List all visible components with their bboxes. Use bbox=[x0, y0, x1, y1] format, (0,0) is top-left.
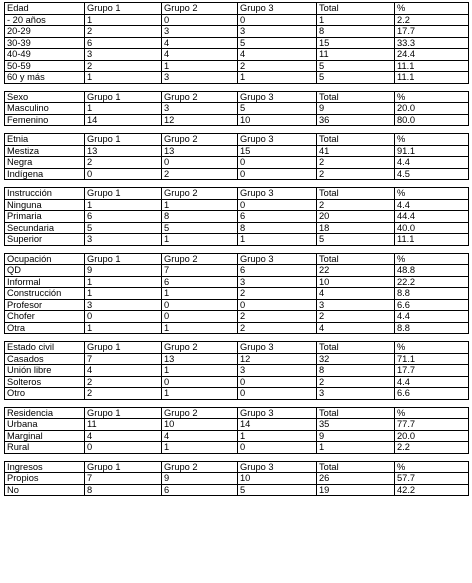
header-cell: Total bbox=[317, 134, 395, 146]
value-cell: 20.0 bbox=[395, 430, 469, 442]
table-header-row bbox=[5, 342, 469, 354]
row-label-cell: Informal bbox=[5, 276, 85, 288]
value-cell: 2 bbox=[317, 376, 395, 388]
value-cell: 0 bbox=[162, 14, 238, 26]
header-cell: Grupo 3 bbox=[238, 342, 317, 354]
value-cell: 3 bbox=[317, 388, 395, 400]
header-cell: Total bbox=[317, 3, 395, 15]
value-cell: 35 bbox=[317, 419, 395, 431]
value-cell: 14 bbox=[238, 419, 317, 431]
value-cell: 44.4 bbox=[395, 211, 469, 223]
value-cell: 42.2 bbox=[395, 484, 469, 496]
header-cell: Edad bbox=[5, 3, 85, 15]
value-cell: 4 bbox=[317, 288, 395, 300]
value-cell: 13 bbox=[162, 353, 238, 365]
table-row bbox=[5, 353, 469, 365]
header-cell: Grupo 2 bbox=[162, 253, 238, 265]
value-cell: 2 bbox=[85, 157, 162, 169]
header-cell: Grupo 1 bbox=[85, 461, 162, 473]
row-label-cell: Casados bbox=[5, 353, 85, 365]
table-row bbox=[5, 26, 469, 38]
section-spacer bbox=[4, 126, 468, 133]
row-label-cell: Profesor bbox=[5, 299, 85, 311]
row-label-cell: Femenino bbox=[5, 114, 85, 126]
value-cell: 3 bbox=[85, 299, 162, 311]
value-cell: 3 bbox=[162, 103, 238, 115]
value-cell: 0 bbox=[162, 376, 238, 388]
value-cell: 0 bbox=[238, 388, 317, 400]
table-row bbox=[5, 288, 469, 300]
table-row bbox=[5, 473, 469, 485]
value-cell: 4 bbox=[317, 322, 395, 334]
value-cell: 3 bbox=[162, 72, 238, 84]
value-cell: 0 bbox=[85, 442, 162, 454]
value-cell: 2 bbox=[238, 322, 317, 334]
value-cell: 8 bbox=[162, 211, 238, 223]
header-cell: Grupo 2 bbox=[162, 3, 238, 15]
table-row bbox=[5, 222, 469, 234]
value-cell: 9 bbox=[162, 473, 238, 485]
value-cell: 1 bbox=[85, 322, 162, 334]
value-cell: 26 bbox=[317, 473, 395, 485]
table-row bbox=[5, 484, 469, 496]
value-cell: 0 bbox=[85, 311, 162, 323]
value-cell: 6.6 bbox=[395, 388, 469, 400]
header-cell: Grupo 3 bbox=[238, 407, 317, 419]
value-cell: 1 bbox=[85, 103, 162, 115]
header-cell: Grupo 3 bbox=[238, 461, 317, 473]
value-cell: 3 bbox=[85, 234, 162, 246]
value-cell: 3 bbox=[238, 365, 317, 377]
row-label-cell: Superior bbox=[5, 234, 85, 246]
value-cell: 6 bbox=[238, 211, 317, 223]
value-cell: 19 bbox=[317, 484, 395, 496]
value-cell: 10 bbox=[238, 473, 317, 485]
header-cell: Grupo 1 bbox=[85, 188, 162, 200]
value-cell: 36 bbox=[317, 114, 395, 126]
value-cell: 1 bbox=[317, 442, 395, 454]
value-cell: 0 bbox=[238, 168, 317, 180]
data-table bbox=[4, 253, 469, 335]
value-cell: 33.3 bbox=[395, 37, 469, 49]
header-cell: Grupo 1 bbox=[85, 91, 162, 103]
value-cell: 9 bbox=[317, 103, 395, 115]
value-cell: 5 bbox=[317, 60, 395, 72]
header-cell: % bbox=[395, 91, 469, 103]
value-cell: 10 bbox=[238, 114, 317, 126]
value-cell: 14 bbox=[85, 114, 162, 126]
value-cell: 1 bbox=[85, 72, 162, 84]
header-cell: Grupo 3 bbox=[238, 134, 317, 146]
value-cell: 2 bbox=[238, 288, 317, 300]
value-cell: 6 bbox=[162, 484, 238, 496]
value-cell: 8.8 bbox=[395, 288, 469, 300]
value-cell: 8 bbox=[317, 365, 395, 377]
value-cell: 4.4 bbox=[395, 376, 469, 388]
value-cell: 17.7 bbox=[395, 26, 469, 38]
row-label-cell: 20-29 bbox=[5, 26, 85, 38]
value-cell: 12 bbox=[162, 114, 238, 126]
section-spacer bbox=[4, 180, 468, 187]
value-cell: 4 bbox=[162, 430, 238, 442]
header-cell: Total bbox=[317, 253, 395, 265]
value-cell: 2 bbox=[162, 168, 238, 180]
value-cell: 2 bbox=[317, 168, 395, 180]
value-cell: 3 bbox=[238, 26, 317, 38]
header-cell: Total bbox=[317, 91, 395, 103]
table-row bbox=[5, 365, 469, 377]
section-spacer bbox=[4, 400, 468, 407]
row-label-cell: Marginal bbox=[5, 430, 85, 442]
table-row bbox=[5, 265, 469, 277]
header-cell: Grupo 1 bbox=[85, 407, 162, 419]
table-row bbox=[5, 60, 469, 72]
row-label-cell: Otro bbox=[5, 388, 85, 400]
value-cell: 57.7 bbox=[395, 473, 469, 485]
row-label-cell: Chofer bbox=[5, 311, 85, 323]
value-cell: 0 bbox=[238, 14, 317, 26]
row-label-cell: Propios bbox=[5, 473, 85, 485]
table-row bbox=[5, 168, 469, 180]
value-cell: 4 bbox=[238, 49, 317, 61]
value-cell: 1 bbox=[238, 234, 317, 246]
value-cell: 1 bbox=[85, 276, 162, 288]
value-cell: 5 bbox=[238, 484, 317, 496]
row-label-cell: Negra bbox=[5, 157, 85, 169]
table-row bbox=[5, 49, 469, 61]
value-cell: 3 bbox=[238, 276, 317, 288]
row-label-cell: Mestiza bbox=[5, 145, 85, 157]
header-cell: % bbox=[395, 407, 469, 419]
value-cell: 1 bbox=[162, 322, 238, 334]
header-cell: Total bbox=[317, 407, 395, 419]
header-cell: % bbox=[395, 461, 469, 473]
table-row bbox=[5, 37, 469, 49]
table-row bbox=[5, 299, 469, 311]
table-row bbox=[5, 442, 469, 454]
value-cell: 2 bbox=[238, 60, 317, 72]
row-label-cell: Ninguna bbox=[5, 199, 85, 211]
table-row bbox=[5, 234, 469, 246]
value-cell: 4.5 bbox=[395, 168, 469, 180]
table-row bbox=[5, 311, 469, 323]
header-cell: Grupo 2 bbox=[162, 188, 238, 200]
row-label-cell: Rural bbox=[5, 442, 85, 454]
data-table bbox=[4, 187, 469, 246]
value-cell: 1 bbox=[162, 442, 238, 454]
header-cell: Ocupación bbox=[5, 253, 85, 265]
section-spacer bbox=[4, 454, 468, 461]
value-cell: 32 bbox=[317, 353, 395, 365]
value-cell: 2 bbox=[317, 199, 395, 211]
value-cell: 2 bbox=[317, 157, 395, 169]
table-row bbox=[5, 419, 469, 431]
row-label-cell: Unión libre bbox=[5, 365, 85, 377]
row-label-cell: Masculino bbox=[5, 103, 85, 115]
header-cell: % bbox=[395, 342, 469, 354]
table-row bbox=[5, 211, 469, 223]
value-cell: 2 bbox=[85, 388, 162, 400]
value-cell: 0 bbox=[162, 157, 238, 169]
table-row bbox=[5, 114, 469, 126]
row-label-cell: 40-49 bbox=[5, 49, 85, 61]
value-cell: 6 bbox=[85, 211, 162, 223]
header-cell: Residencia bbox=[5, 407, 85, 419]
section-spacer bbox=[4, 334, 468, 341]
value-cell: 22.2 bbox=[395, 276, 469, 288]
table-header-row bbox=[5, 188, 469, 200]
value-cell: 3 bbox=[317, 299, 395, 311]
section-spacer bbox=[4, 246, 468, 253]
value-cell: 3 bbox=[85, 49, 162, 61]
table-row bbox=[5, 430, 469, 442]
header-cell: % bbox=[395, 3, 469, 15]
value-cell: 4 bbox=[85, 430, 162, 442]
table-row bbox=[5, 14, 469, 26]
value-cell: 5 bbox=[238, 37, 317, 49]
value-cell: 11.1 bbox=[395, 234, 469, 246]
value-cell: 5 bbox=[238, 103, 317, 115]
header-cell: Grupo 2 bbox=[162, 134, 238, 146]
value-cell: 18 bbox=[317, 222, 395, 234]
value-cell: 8 bbox=[238, 222, 317, 234]
value-cell: 11 bbox=[317, 49, 395, 61]
row-label-cell: - 20 años bbox=[5, 14, 85, 26]
row-label-cell: Otra bbox=[5, 322, 85, 334]
value-cell: 1 bbox=[162, 288, 238, 300]
table-row bbox=[5, 322, 469, 334]
value-cell: 2 bbox=[85, 376, 162, 388]
value-cell: 1 bbox=[317, 14, 395, 26]
value-cell: 4.4 bbox=[395, 199, 469, 211]
header-cell: Total bbox=[317, 461, 395, 473]
value-cell: 2.2 bbox=[395, 14, 469, 26]
value-cell: 4 bbox=[162, 37, 238, 49]
header-cell: Grupo 3 bbox=[238, 3, 317, 15]
data-table bbox=[4, 341, 469, 400]
value-cell: 2 bbox=[85, 26, 162, 38]
value-cell: 7 bbox=[162, 265, 238, 277]
row-label-cell: Urbana bbox=[5, 419, 85, 431]
value-cell: 20.0 bbox=[395, 103, 469, 115]
value-cell: 13 bbox=[162, 145, 238, 157]
value-cell: 4.4 bbox=[395, 311, 469, 323]
value-cell: 11.1 bbox=[395, 60, 469, 72]
value-cell: 8 bbox=[85, 484, 162, 496]
value-cell: 6 bbox=[238, 265, 317, 277]
value-cell: 0 bbox=[162, 311, 238, 323]
table-row bbox=[5, 103, 469, 115]
value-cell: 7 bbox=[85, 473, 162, 485]
table-header-row bbox=[5, 461, 469, 473]
table-row bbox=[5, 72, 469, 84]
value-cell: 0 bbox=[238, 199, 317, 211]
row-label-cell: 30-39 bbox=[5, 37, 85, 49]
row-label-cell: Secundaria bbox=[5, 222, 85, 234]
value-cell: 10 bbox=[162, 419, 238, 431]
value-cell: 5 bbox=[162, 222, 238, 234]
demographics-document bbox=[4, 2, 468, 496]
header-cell: Grupo 1 bbox=[85, 134, 162, 146]
value-cell: 9 bbox=[317, 430, 395, 442]
table-row bbox=[5, 145, 469, 157]
value-cell: 8.8 bbox=[395, 322, 469, 334]
value-cell: 77.7 bbox=[395, 419, 469, 431]
data-table bbox=[4, 407, 469, 454]
value-cell: 11.1 bbox=[395, 72, 469, 84]
header-cell: Grupo 3 bbox=[238, 188, 317, 200]
value-cell: 1 bbox=[85, 199, 162, 211]
value-cell: 24.4 bbox=[395, 49, 469, 61]
header-cell: Grupo 2 bbox=[162, 91, 238, 103]
value-cell: 8 bbox=[317, 26, 395, 38]
value-cell: 2 bbox=[85, 60, 162, 72]
row-label-cell: No bbox=[5, 484, 85, 496]
row-label-cell: Indígena bbox=[5, 168, 85, 180]
value-cell: 1 bbox=[85, 288, 162, 300]
row-label-cell: Construcción bbox=[5, 288, 85, 300]
value-cell: 91.1 bbox=[395, 145, 469, 157]
value-cell: 11 bbox=[85, 419, 162, 431]
value-cell: 4 bbox=[162, 49, 238, 61]
header-cell: Etnia bbox=[5, 134, 85, 146]
header-cell: Grupo 3 bbox=[238, 91, 317, 103]
value-cell: 1 bbox=[162, 234, 238, 246]
table-row bbox=[5, 157, 469, 169]
header-cell: % bbox=[395, 134, 469, 146]
table-header-row bbox=[5, 3, 469, 15]
row-label-cell: Primaria bbox=[5, 211, 85, 223]
value-cell: 6 bbox=[162, 276, 238, 288]
value-cell: 0 bbox=[238, 376, 317, 388]
value-cell: 17.7 bbox=[395, 365, 469, 377]
value-cell: 1 bbox=[162, 388, 238, 400]
value-cell: 6 bbox=[85, 37, 162, 49]
value-cell: 1 bbox=[162, 60, 238, 72]
value-cell: 71.1 bbox=[395, 353, 469, 365]
header-cell: Grupo 1 bbox=[85, 253, 162, 265]
value-cell: 48.8 bbox=[395, 265, 469, 277]
header-cell: Total bbox=[317, 342, 395, 354]
header-cell: % bbox=[395, 188, 469, 200]
data-table bbox=[4, 2, 469, 84]
header-cell: Instrucción bbox=[5, 188, 85, 200]
table-header-row bbox=[5, 91, 469, 103]
value-cell: 10 bbox=[317, 276, 395, 288]
value-cell: 1 bbox=[85, 14, 162, 26]
row-label-cell: Solteros bbox=[5, 376, 85, 388]
table-header-row bbox=[5, 134, 469, 146]
value-cell: 4.4 bbox=[395, 157, 469, 169]
value-cell: 1 bbox=[238, 430, 317, 442]
value-cell: 0 bbox=[238, 299, 317, 311]
header-cell: Grupo 2 bbox=[162, 407, 238, 419]
data-table bbox=[4, 133, 469, 180]
value-cell: 2 bbox=[238, 311, 317, 323]
value-cell: 0 bbox=[238, 442, 317, 454]
header-cell: Sexo bbox=[5, 91, 85, 103]
header-cell: Grupo 1 bbox=[85, 3, 162, 15]
value-cell: 2.2 bbox=[395, 442, 469, 454]
value-cell: 15 bbox=[238, 145, 317, 157]
table-row bbox=[5, 199, 469, 211]
value-cell: 41 bbox=[317, 145, 395, 157]
data-table bbox=[4, 461, 469, 497]
value-cell: 4 bbox=[85, 365, 162, 377]
value-cell: 5 bbox=[317, 72, 395, 84]
data-table bbox=[4, 91, 469, 127]
value-cell: 0 bbox=[238, 157, 317, 169]
value-cell: 20 bbox=[317, 211, 395, 223]
header-cell: Grupo 3 bbox=[238, 253, 317, 265]
value-cell: 3 bbox=[162, 26, 238, 38]
table-row bbox=[5, 376, 469, 388]
value-cell: 1 bbox=[238, 72, 317, 84]
value-cell: 6.6 bbox=[395, 299, 469, 311]
row-label-cell: QD bbox=[5, 265, 85, 277]
header-cell: % bbox=[395, 253, 469, 265]
header-cell: Grupo 1 bbox=[85, 342, 162, 354]
value-cell: 5 bbox=[85, 222, 162, 234]
value-cell: 9 bbox=[85, 265, 162, 277]
table-row bbox=[5, 276, 469, 288]
value-cell: 12 bbox=[238, 353, 317, 365]
value-cell: 7 bbox=[85, 353, 162, 365]
header-cell: Grupo 2 bbox=[162, 461, 238, 473]
row-label-cell: 60 y más bbox=[5, 72, 85, 84]
value-cell: 40.0 bbox=[395, 222, 469, 234]
value-cell: 2 bbox=[317, 311, 395, 323]
header-cell: Estado civil bbox=[5, 342, 85, 354]
header-cell: Ingresos bbox=[5, 461, 85, 473]
header-cell: Grupo 2 bbox=[162, 342, 238, 354]
section-spacer bbox=[4, 84, 468, 91]
table-row bbox=[5, 388, 469, 400]
value-cell: 22 bbox=[317, 265, 395, 277]
value-cell: 80.0 bbox=[395, 114, 469, 126]
value-cell: 1 bbox=[162, 365, 238, 377]
value-cell: 15 bbox=[317, 37, 395, 49]
value-cell: 1 bbox=[162, 199, 238, 211]
table-header-row bbox=[5, 253, 469, 265]
row-label-cell: 50-59 bbox=[5, 60, 85, 72]
value-cell: 5 bbox=[317, 234, 395, 246]
value-cell: 0 bbox=[85, 168, 162, 180]
value-cell: 13 bbox=[85, 145, 162, 157]
value-cell: 0 bbox=[162, 299, 238, 311]
header-cell: Total bbox=[317, 188, 395, 200]
table-header-row bbox=[5, 407, 469, 419]
